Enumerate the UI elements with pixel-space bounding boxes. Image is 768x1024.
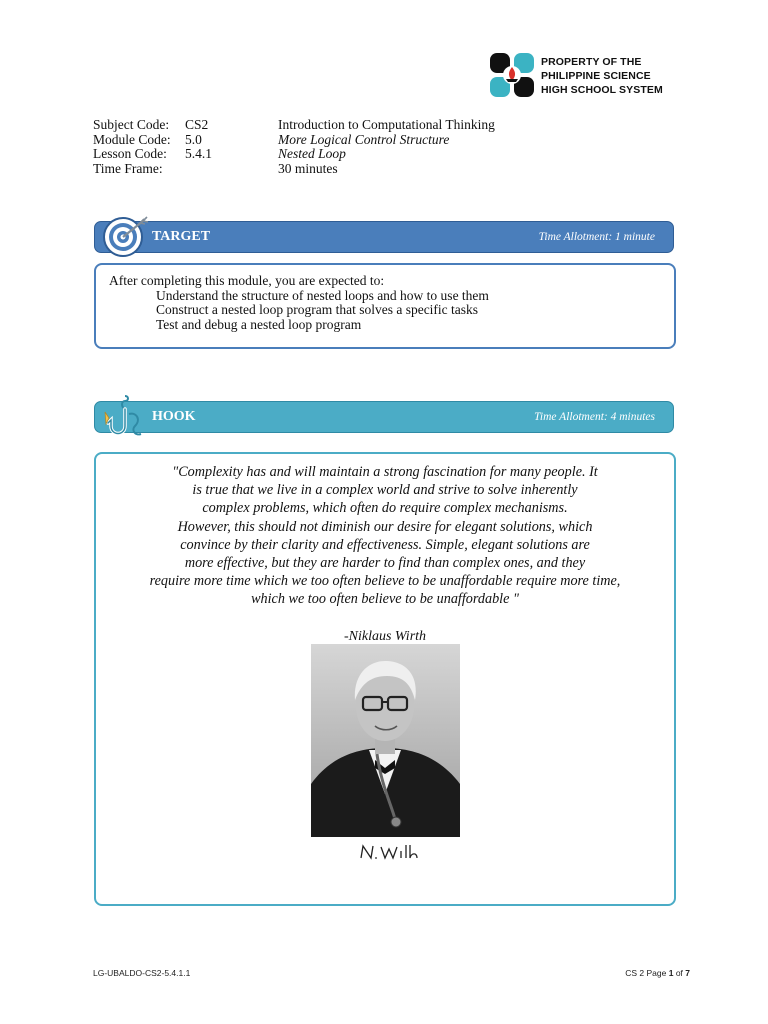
pshs-logo [489, 52, 689, 100]
logo-line: PROPERTY OF THE [541, 56, 642, 68]
quote-author: -Niklaus Wirth [343, 629, 427, 644]
code-value: 5.0 [185, 131, 202, 147]
wirth-portrait [311, 644, 460, 864]
quote-line: require more time which we too often believe to be unaffordable require more time, [149, 573, 621, 590]
footer-page-number [625, 968, 690, 978]
logo-line: PHILIPPINE SCIENCE [541, 70, 651, 82]
code-label: Time Frame: [93, 160, 163, 176]
quote-line: complex problems, which often do require complex mechanisms. [202, 500, 568, 517]
logo-text [541, 55, 663, 97]
target-intro: After completing this module, you are expected to: [109, 273, 385, 288]
pshs-emblem-icon [489, 52, 535, 98]
footer-page-prefix: CS 2 Page [625, 968, 669, 978]
quote-line: more effective, but they are harder to find than complex ones, and they [184, 555, 586, 572]
quote-line: convince by their clarity and effectiveness. Simple, elegant solutions are [180, 536, 590, 553]
target-section-header [94, 221, 674, 253]
hook-title: HOOK [152, 409, 196, 424]
code-row [93, 162, 653, 177]
code-description: 30 minutes [278, 160, 338, 176]
target-time-allotment: Time Allotment: 1 minute [538, 231, 655, 243]
lesson-codes [93, 118, 653, 176]
objective-item: Understand the structure of nested loops and how to use them [156, 287, 489, 303]
footer-current-page: 1 [668, 968, 674, 978]
target-objectives [109, 274, 489, 332]
wirth-signature [311, 839, 460, 863]
quote-line: is true that we live in a complex world and strive to solve inherently [192, 482, 578, 499]
portrait-photo [311, 644, 460, 837]
wirth-quote [96, 463, 674, 609]
target-bullseye-icon [99, 212, 149, 262]
code-description: Nested Loop [278, 146, 346, 161]
code-label: Subject Code: [93, 117, 170, 132]
logo-line: HIGH SCHOOL SYSTEM [541, 84, 663, 96]
code-row [93, 133, 653, 148]
target-title: TARGET [152, 229, 211, 244]
code-row [93, 118, 653, 133]
hook-time-allotment: Time Allotment: 4 minutes [534, 411, 655, 423]
code-description: Introduction to Computational Thinking [278, 117, 495, 132]
quote-line: "Complexity has and will maintain a strong fascination for many people. It [172, 464, 598, 480]
fishing-hook-icon [99, 392, 149, 442]
footer-document-code: LG-UBALDO-CS2-5.4.1.1 [93, 968, 191, 978]
hook-box [94, 452, 676, 906]
code-value: 5.4.1 [185, 146, 212, 161]
quote-line: However, this should not diminish our desire for elegant solutions, which [177, 518, 593, 535]
code-description: More Logical Control Structure [278, 131, 450, 147]
objective-item: Construct a nested loop program that solves a specific tasks [156, 302, 479, 317]
quote-line: which we too often believe to be unaffordable " [251, 591, 519, 608]
objective-item: Test and debug a nested loop program [156, 316, 362, 332]
footer-of: of [673, 968, 686, 978]
code-value: CS2 [185, 117, 209, 132]
code-label: Module Code: [93, 131, 171, 147]
code-row [93, 147, 653, 162]
footer-total-pages: 7 [685, 968, 690, 978]
code-label: Lesson Code: [93, 146, 167, 161]
target-box [94, 263, 676, 349]
hook-section-header [94, 401, 674, 433]
